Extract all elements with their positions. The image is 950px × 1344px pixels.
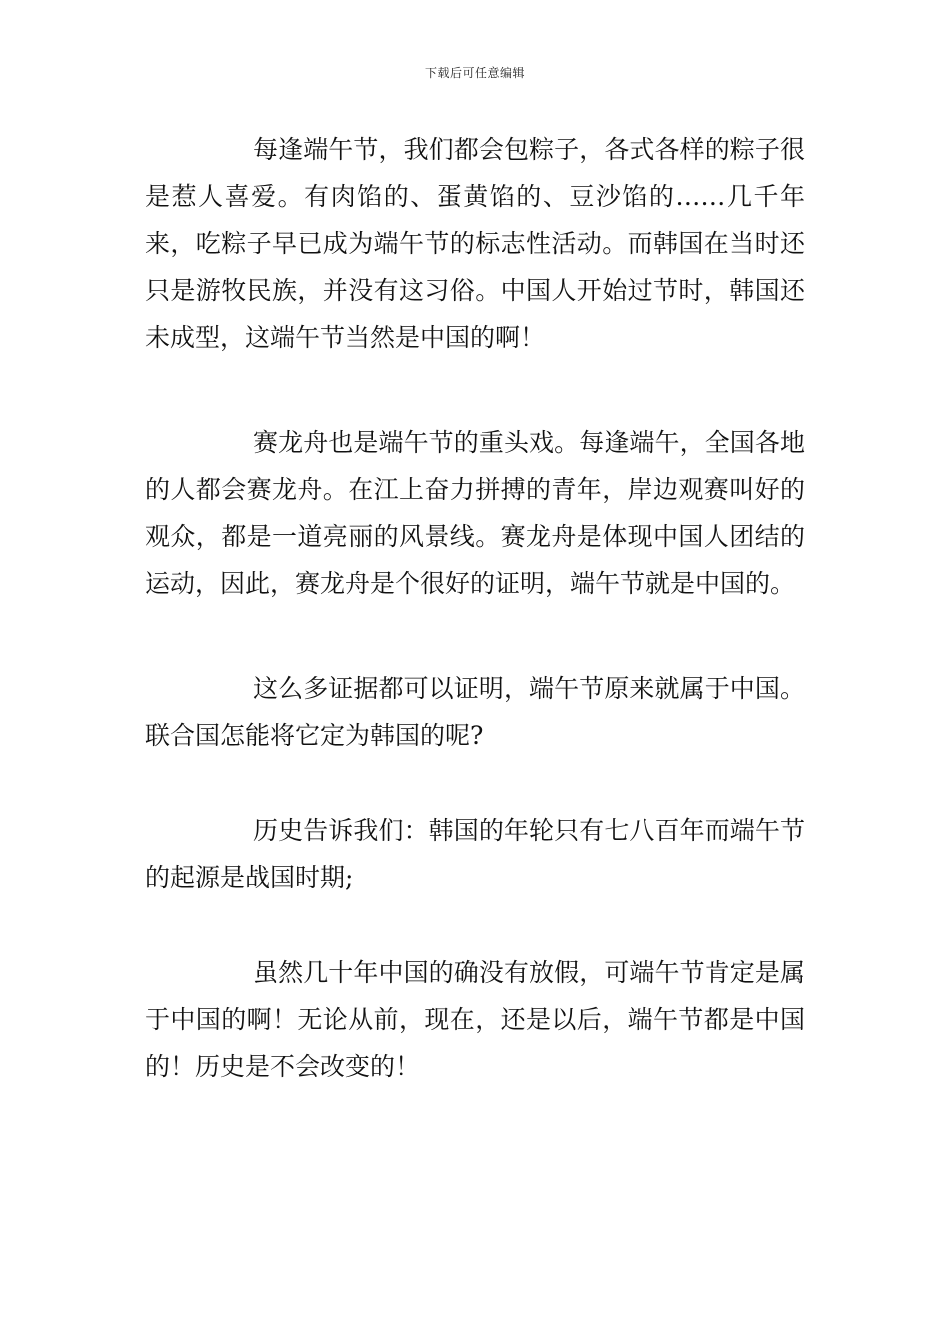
paragraph-zongzi: 每逢端午节，我们都会包粽子，各式各样的粽子很是惹人喜爱。有肉馅的、蛋黄馅的、豆沙馅的……几千年来，吃粽子早已成为端午节的标志性活动。而韩国在当时还只是游牧民族，并没有这习俗。中国人开始过节时，韩国还未成型，这端午节当然是中国的啊！ — [145, 135, 805, 352]
paragraph-dragon-boat: 赛龙舟也是端午节的重头戏。每逢端午，全国各地的人都会赛龙舟。在江上奋力拼搏的青年，岸边观赛叫好的观众，都是一道亮丽的风景线。赛龙舟是体现中国人团结的运动，因此，赛龙舟是个很好的证明，端午节就是中国的。 — [145, 428, 805, 598]
paragraph-evidence: 这么多证据都可以证明，端午节原来就属于中国。联合国怎能将它定为韩国的呢? — [145, 674, 805, 750]
paragraph-conclusion: 虽然几十年中国的确没有放假，可端午节肯定是属于中国的啊！无论从前，现在，还是以后，端午节都是中国的！历史是不会改变的！ — [145, 958, 805, 1081]
page-header-note: 下载后可任意编辑 — [424, 66, 525, 80]
paragraph-history: 历史告诉我们：韩国的年轮只有七八百年而端午节的起源是战国时期; — [145, 816, 805, 892]
document-body — [145, 126, 805, 1090]
